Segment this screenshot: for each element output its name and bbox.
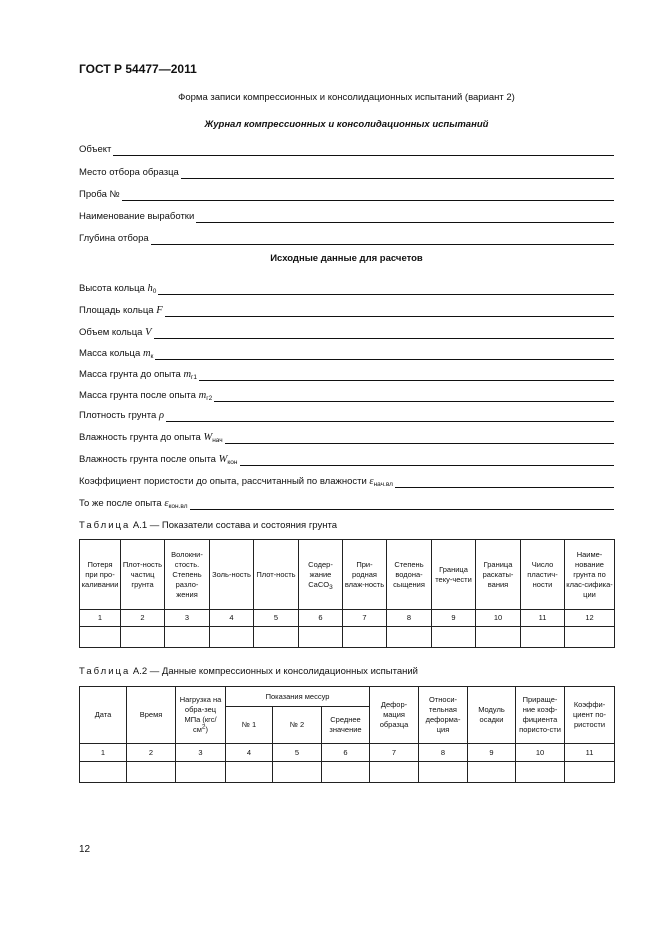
table1-number-row — [80, 610, 615, 627]
table2-empty-cell[interactable] — [80, 762, 127, 783]
table2-number-cell: 5 — [273, 744, 322, 762]
ring-volume-line[interactable] — [154, 326, 614, 339]
field-sample-no-label: Проба № — [79, 189, 120, 200]
field-object[interactable] — [79, 140, 614, 156]
porosity-after-label: То же после опыта — [79, 498, 162, 509]
field-excavation-name[interactable] — [79, 207, 614, 223]
porosity-before-symbol: ε — [369, 476, 374, 487]
table2-header-settlement-modulus: Модуль осадки — [468, 687, 516, 744]
field-moisture-before[interactable] — [79, 428, 614, 444]
field-ring-area[interactable] — [79, 301, 614, 317]
table2-empty-cell[interactable] — [468, 762, 516, 783]
moisture-after-sub: кон — [227, 459, 238, 466]
table1-number-cell: 6 — [299, 610, 343, 627]
caco3-sub: 3 — [329, 583, 333, 591]
table2-number-cell: 11 — [565, 744, 615, 762]
table1-number-cell: 12 — [565, 610, 615, 627]
table2-header-row-1 — [80, 687, 615, 707]
table2-empty-cell[interactable] — [176, 762, 226, 783]
soil-mass-before-line[interactable] — [199, 368, 614, 381]
soil-mass-after-sub: г2 — [206, 395, 213, 402]
table1-header-cell: Число пластич-ности — [521, 540, 565, 610]
soil-density-symbol: ρ — [158, 410, 164, 421]
table1-header-cell: Золь-ность — [210, 540, 254, 610]
ring-mass-symbol: m — [142, 348, 151, 359]
ring-area-symbol: F — [156, 305, 163, 316]
table1-empty-cell[interactable] — [565, 627, 615, 648]
field-porosity-before[interactable] — [79, 472, 614, 488]
table2-header-messur-group: Показания мессур — [226, 687, 370, 707]
table1-number-cell: 9 — [432, 610, 476, 627]
table2-number-cell: 1 — [80, 744, 127, 762]
table1-empty-cell[interactable] — [521, 627, 565, 648]
table1-header-row — [80, 540, 615, 610]
ring-height-symbol: h — [147, 283, 153, 294]
table2-caption — [79, 666, 418, 677]
porosity-after-symbol: ε — [164, 498, 169, 509]
table2-header-porosity-coeff: Коэффи-циент по-ристости — [565, 687, 615, 744]
table2-header-load — [176, 687, 226, 744]
field-object-label: Объект — [79, 144, 112, 155]
table2-number-cell: 4 — [226, 744, 273, 762]
ring-volume-label: Объем кольца — [79, 327, 143, 338]
moisture-before-symbol: W — [203, 432, 213, 443]
table1-empty-cell[interactable] — [299, 627, 343, 648]
field-soil-mass-after[interactable] — [79, 386, 614, 402]
table2-caption-text: А.2 — Данные компрессионных и консолидационных испытаний — [132, 666, 418, 677]
table2-header-messur-avg: Среднее значение — [322, 707, 370, 744]
soil-mass-after-symbol: m — [198, 390, 207, 401]
table1-empty-cell[interactable] — [343, 627, 387, 648]
table2-data-row[interactable] — [80, 762, 615, 783]
table1-number-cell: 4 — [210, 610, 254, 627]
load-label: Нагрузка на обра-зец МПа (кгс/см — [179, 695, 222, 734]
field-moisture-after[interactable] — [79, 450, 614, 466]
table2-header-messur1: № 1 — [226, 707, 273, 744]
load-close: ) — [205, 725, 209, 734]
soil-density-label: Плотность грунта — [79, 410, 157, 421]
field-ring-mass[interactable] — [79, 344, 614, 360]
table1-header-cell: Плот-ность — [254, 540, 299, 610]
table2-number-row — [80, 744, 615, 762]
table2-empty-cell[interactable] — [419, 762, 468, 783]
moisture-before-sub: нач — [212, 437, 223, 444]
table1-header-cell: Плот-ность частиц грунта — [121, 540, 165, 610]
table2-empty-cell[interactable] — [127, 762, 176, 783]
table2-number-cell: 3 — [176, 744, 226, 762]
ring-area-line[interactable] — [165, 304, 614, 317]
field-porosity-after[interactable] — [79, 494, 614, 510]
ring-height-label: Высота кольца — [79, 283, 145, 294]
table1-number-cell: 7 — [343, 610, 387, 627]
soil-mass-before-sub: г1 — [191, 374, 198, 381]
table2-header-date: Дата — [80, 687, 127, 744]
ring-mass-sub: к — [150, 353, 154, 360]
porosity-before-label: Коэффициент пористости до опыта, рассчитанный по влажности — [79, 476, 367, 487]
soil-mass-after-label: Масса грунта после опыта — [79, 390, 196, 401]
field-sample-no[interactable] — [79, 185, 614, 201]
field-excavation-name-label: Наименование выработки — [79, 211, 195, 222]
table1-empty-cell[interactable] — [210, 627, 254, 648]
table2-caption-prefix: Таблица — [79, 666, 131, 677]
ring-mass-line[interactable] — [155, 347, 614, 360]
page-number: 12 — [79, 844, 91, 855]
table2-number-cell: 7 — [370, 744, 419, 762]
document-standard-header: ГОСТ Р 54477—2011 — [79, 62, 197, 76]
ring-mass-label: Масса кольца — [79, 348, 141, 359]
soil-mass-before-label: Масса грунта до опыта — [79, 369, 181, 380]
moisture-after-symbol: W — [218, 454, 228, 465]
table1-empty-cell[interactable] — [476, 627, 521, 648]
table1-header-cell: Граница раскаты-вания — [476, 540, 521, 610]
table1-header-cell: При-родная влаж-ность — [343, 540, 387, 610]
porosity-before-sub: нач.вл — [373, 481, 393, 488]
field-sampling-place[interactable] — [79, 163, 614, 179]
field-ring-volume[interactable] — [79, 323, 614, 339]
table1-empty-cell[interactable] — [121, 627, 165, 648]
table1-empty-cell[interactable] — [165, 627, 210, 648]
table-soil-properties — [79, 539, 615, 648]
field-ring-height[interactable] — [79, 279, 614, 295]
field-sampling-depth-line[interactable] — [151, 232, 614, 245]
table2-header-porosity-increment: Прираще-ние коэф-фициента пористо-сти — [516, 687, 565, 744]
field-excavation-name-line[interactable] — [196, 210, 614, 223]
table1-header-cell-caco3 — [299, 540, 343, 610]
table-compression-data — [79, 686, 615, 783]
table1-data-row[interactable] — [80, 627, 615, 648]
table1-number-cell: 10 — [476, 610, 521, 627]
table1-caption-text: А.1 — Показатели состава и состояния грунта — [132, 520, 338, 531]
caco3-label: Содер-жание CaCO — [308, 559, 333, 589]
table1-caption — [79, 520, 337, 531]
table2-empty-cell[interactable] — [273, 762, 322, 783]
table2-number-cell: 8 — [419, 744, 468, 762]
table2-empty-cell[interactable] — [565, 762, 615, 783]
ring-height-line[interactable] — [158, 282, 614, 295]
table2-empty-cell[interactable] — [322, 762, 370, 783]
porosity-before-line[interactable] — [395, 475, 614, 488]
moisture-after-label: Влажность грунта после опыта — [79, 454, 216, 465]
porosity-after-sub: кон.вл — [168, 503, 188, 510]
table1-number-cell: 11 — [521, 610, 565, 627]
table1-header-cell: Волокни-стость. Степень разло-жения — [165, 540, 210, 610]
table1-number-cell: 3 — [165, 610, 210, 627]
table1-header-cell: Потеря при про-каливании — [80, 540, 121, 610]
field-soil-mass-before[interactable] — [79, 365, 614, 381]
moisture-before-label: Влажность грунта до опыта — [79, 432, 201, 443]
soil-mass-after-line[interactable] — [214, 389, 614, 402]
field-sampling-depth-label: Глубина отбора — [79, 233, 149, 244]
field-object-line[interactable] — [113, 143, 614, 156]
table2-number-cell: 6 — [322, 744, 370, 762]
field-sampling-place-line[interactable] — [181, 166, 614, 179]
moisture-after-line[interactable] — [240, 453, 615, 466]
table1-empty-cell[interactable] — [80, 627, 121, 648]
field-soil-density[interactable] — [79, 406, 614, 422]
table2-number-cell: 10 — [516, 744, 565, 762]
ring-height-sub: 0 — [152, 288, 157, 295]
load-sup: 2 — [201, 723, 206, 731]
ring-area-label: Площадь кольца — [79, 305, 154, 316]
field-sampling-depth[interactable] — [79, 229, 614, 245]
table1-header-cell: Граница теку-чести — [432, 540, 476, 610]
form-title: Форма записи компрессионных и консолидационных испытаний (вариант 2) — [178, 92, 515, 103]
table1-header-cell: Наиме-нование грунта по клас-сифика-ции — [565, 540, 615, 610]
table2-header-messur2: № 2 — [273, 707, 322, 744]
moisture-before-line[interactable] — [225, 431, 614, 444]
ring-volume-symbol: V — [145, 327, 152, 338]
table1-number-cell: 5 — [254, 610, 299, 627]
table2-header-relative-deformation: Относи-тельная деформа-ция — [419, 687, 468, 744]
table1-number-cell: 1 — [80, 610, 121, 627]
table1-number-cell: 2 — [121, 610, 165, 627]
soil-density-line[interactable] — [166, 409, 614, 422]
table1-number-cell: 8 — [387, 610, 432, 627]
field-sampling-place-label: Место отбора образца — [79, 167, 179, 178]
table1-empty-cell[interactable] — [432, 627, 476, 648]
table2-empty-cell[interactable] — [516, 762, 565, 783]
field-sample-no-line[interactable] — [122, 188, 614, 201]
journal-title: Журнал компрессионных и консолидационных испытаний — [204, 119, 489, 130]
table2-header-deformation: Дефор-мация образца — [370, 687, 419, 744]
table2-empty-cell[interactable] — [370, 762, 419, 783]
table1-caption-prefix: Таблица — [79, 520, 131, 531]
table1-header-cell: Степень водона-сыщения — [387, 540, 432, 610]
table1-empty-cell[interactable] — [387, 627, 432, 648]
porosity-after-line[interactable] — [190, 497, 614, 510]
soil-mass-before-symbol: m — [183, 369, 192, 380]
table2-header-time: Время — [127, 687, 176, 744]
table1-empty-cell[interactable] — [254, 627, 299, 648]
initial-data-title: Исходные данные для расчетов — [270, 253, 423, 264]
table2-number-cell: 2 — [127, 744, 176, 762]
table2-empty-cell[interactable] — [226, 762, 273, 783]
table2-number-cell: 9 — [468, 744, 516, 762]
